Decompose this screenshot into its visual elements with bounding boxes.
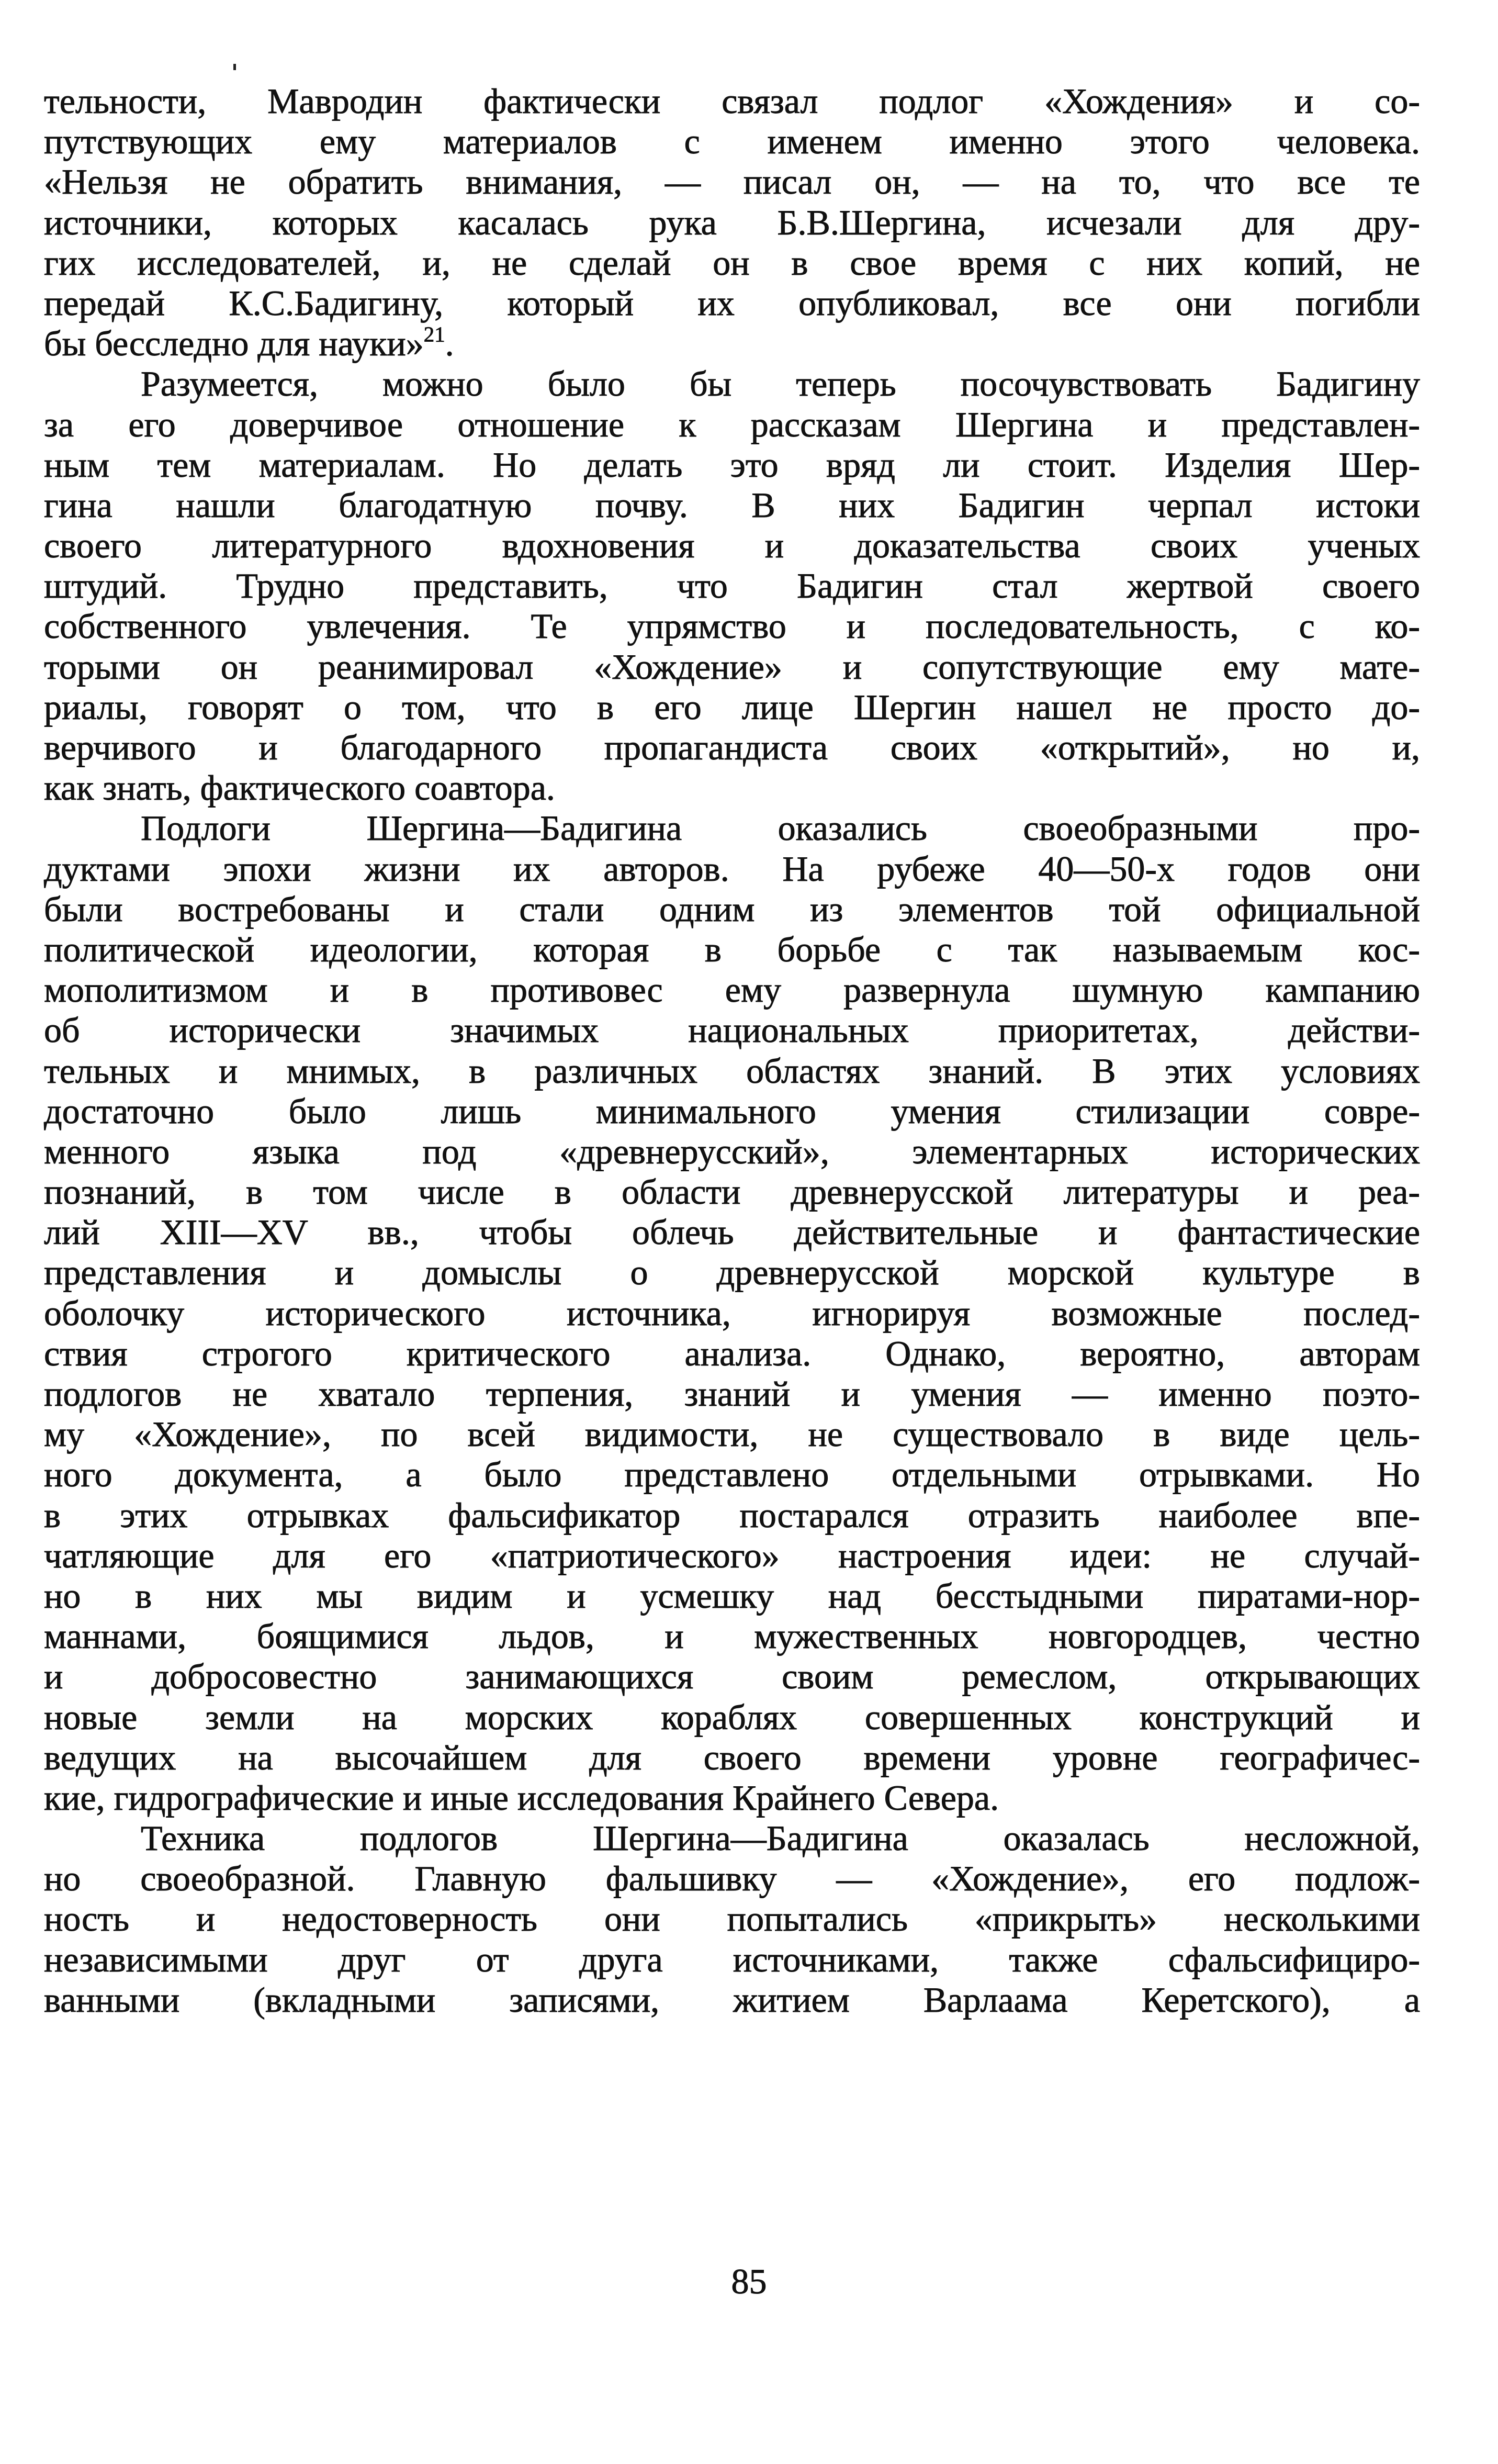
text-line (44, 1293, 1420, 1334)
line-text: ванными (вкладными записями, житием Варлаама Керетского), а (44, 1979, 1420, 2020)
line-text: в этих отрывках фальсификатор постарался отразить наиболее впе- (44, 1495, 1420, 1535)
line-text: маннами, боящимися льдов, и мужественных новгородцев, честно (44, 1616, 1420, 1656)
text-line (44, 808, 1420, 848)
text-line (44, 647, 1420, 687)
text-line (44, 485, 1420, 525)
text-line (44, 445, 1420, 485)
text-line (44, 283, 1420, 323)
punctuation: . (445, 323, 454, 364)
line-text: тельных и мнимых, в различных областях знаний. В этих условиях (44, 1050, 1420, 1091)
line-text: ность и недостоверность они попытались «прикрыть» несколькими (44, 1899, 1420, 1939)
line-text: были востребованы и стали одним из элементов той официальной (44, 889, 1420, 929)
line-text: своего литературного вдохновения и доказательства своих ученых (44, 525, 1420, 566)
text-line (44, 1738, 1420, 1778)
text-line (44, 1132, 1420, 1172)
text-line (44, 1172, 1420, 1212)
text-line (44, 525, 1420, 566)
text-line (44, 1858, 1420, 1899)
line-text: политической идеологии, которая в борьбе с так называемым кос- (44, 929, 1420, 969)
text-line (44, 1212, 1420, 1252)
line-text: торыми он реанимировал «Хождение» и сопутствующие ему мате- (44, 646, 1420, 687)
line-text: мополитизмом и в противовес ему развернула шумную кампанию (44, 970, 1420, 1010)
line-text: Подлоги Шергина—Бадигина оказались своеобразными про- (141, 808, 1420, 848)
line-text: ного документа, а было представлено отдельными отрывками. Но (44, 1454, 1420, 1495)
line-text: тельности, Мавродин фактически связал подлог «Хождения» и со- (44, 81, 1420, 121)
line-text: собственного увлечения. Те упрямство и последовательность, с ко- (44, 606, 1420, 646)
text-line (44, 1334, 1420, 1374)
text-line (44, 121, 1420, 162)
line-text: новые земли на морских кораблях совершенных конструкций и (44, 1697, 1420, 1737)
line-text: представления и домыслы о древнерусской морской культуре в (44, 1252, 1420, 1293)
line-text: гих исследователей, и, не сделай он в свое время с них копий, не (44, 242, 1420, 283)
line-text: Разумеется, можно было бы теперь посочувствовать Бадигину (141, 364, 1420, 404)
text-line (44, 405, 1420, 445)
line-text: подлогов не хватало терпения, знаний и умения — именно поэто- (44, 1374, 1420, 1414)
text-line (44, 566, 1420, 606)
line-text: за его доверчивое отношение к рассказам Шергина и представлен- (44, 404, 1420, 444)
line-text: путствующих ему материалов с именем именно этого человека. (44, 121, 1420, 162)
footnote-reference: 21 (423, 322, 445, 346)
line-text: бы бесследно для науки» (44, 323, 424, 364)
line-text: чатляющие для его «патриотического» настроения идеи: не случай- (44, 1535, 1420, 1575)
page-body (44, 81, 1420, 2020)
line-text: независимыми друг от друга источниками, также сфальсифициро- (44, 1939, 1420, 1979)
line-text: гина нашли благодатную почву. В них Бадигин черпал истоки (44, 485, 1420, 525)
line-text: му «Хождение», по всей видимости, не существовало в виде цель- (44, 1414, 1420, 1454)
line-text: но в них мы видим и усмешку над бесстыдными пиратами-нор- (44, 1575, 1420, 1616)
text-line (44, 889, 1420, 929)
line-text: менного языка под «древнерусский», элементарных исторических (44, 1131, 1420, 1171)
text-line (44, 1576, 1420, 1616)
text-line (44, 1536, 1420, 1576)
text-line (44, 1899, 1420, 1939)
text-line (44, 768, 1420, 808)
text-line (44, 1980, 1420, 2020)
text-line (44, 1697, 1420, 1738)
line-text: ствия строгого критического анализа. Однако, вероятно, авторам (44, 1333, 1420, 1373)
text-line (44, 1374, 1420, 1414)
line-text: риалы, говорят о том, что в его лице Шергин нашел не просто до- (44, 687, 1420, 727)
line-text: передай К.С.Бадигину, который их опубликовал, все они погибли (44, 283, 1420, 323)
line-text: дуктами эпохи жизни их авторов. На рубеже 40—50-х годов они (44, 848, 1420, 889)
line-text: верчивого и благодарного пропагандиста своих «открытий», но и, (44, 727, 1420, 767)
text-line (44, 849, 1420, 889)
line-text: достаточно было лишь минимального умения стилизации совре- (44, 1091, 1420, 1131)
text-line (44, 1818, 1420, 1858)
line-text: лий XIII—XV вв., чтобы облечь действительные и фантастические (44, 1212, 1420, 1252)
text-line (44, 970, 1420, 1010)
text-line (44, 1010, 1420, 1050)
text-line (44, 81, 1420, 121)
line-text: Техника подлогов Шергина—Бадигина оказалась несложной, (141, 1818, 1420, 1858)
line-text: ведущих на высочайшем для своего времени уровне географичес- (44, 1737, 1420, 1777)
text-line (44, 606, 1420, 646)
text-line (44, 1778, 1420, 1818)
text-line (44, 1454, 1420, 1495)
text-line (44, 162, 1420, 202)
text-line (44, 687, 1420, 727)
line-text: штудий. Трудно представить, что Бадигин стал жертвой своего (44, 566, 1420, 606)
line-text: как знать, фактического соавтора. (44, 768, 555, 808)
text-line (44, 1252, 1420, 1293)
text-line (44, 1414, 1420, 1454)
line-text: но своеобразной. Главную фальшивку — «Хождение», его подлож- (44, 1858, 1420, 1899)
line-text: и добросовестно занимающихся своим ремеслом, открывающих (44, 1656, 1420, 1697)
text-line (44, 1656, 1420, 1697)
line-text: об исторически значимых национальных приоритетах, действи- (44, 1010, 1420, 1050)
line-text: оболочку исторического источника, игнорируя возможные послед- (44, 1293, 1420, 1333)
text-line (44, 323, 1420, 364)
text-line (44, 364, 1420, 404)
scan-speck (233, 64, 236, 70)
text-line (44, 1495, 1420, 1536)
text-line (44, 727, 1420, 768)
text-line (44, 1051, 1420, 1091)
line-text: «Нельзя не обратить внимания, — писал он, — на то, что все те (44, 162, 1420, 202)
line-text: кие, гидрографические и иные исследования Крайнего Севера. (44, 1777, 999, 1818)
text-line (44, 1091, 1420, 1132)
text-line (44, 929, 1420, 970)
text-line (44, 1616, 1420, 1656)
line-text: ным тем материалам. Но делать это вряд ли стоит. Изделия Шер- (44, 444, 1420, 485)
line-text: источники, которых касалась рука Б.В.Шергина, исчезали для дру- (44, 202, 1420, 242)
text-line (44, 1940, 1420, 1980)
page-number: 85 (731, 2261, 767, 2301)
text-line (44, 243, 1420, 283)
line-text: познаний, в том числе в области древнерусской литературы и реа- (44, 1172, 1420, 1212)
text-line (44, 203, 1420, 243)
